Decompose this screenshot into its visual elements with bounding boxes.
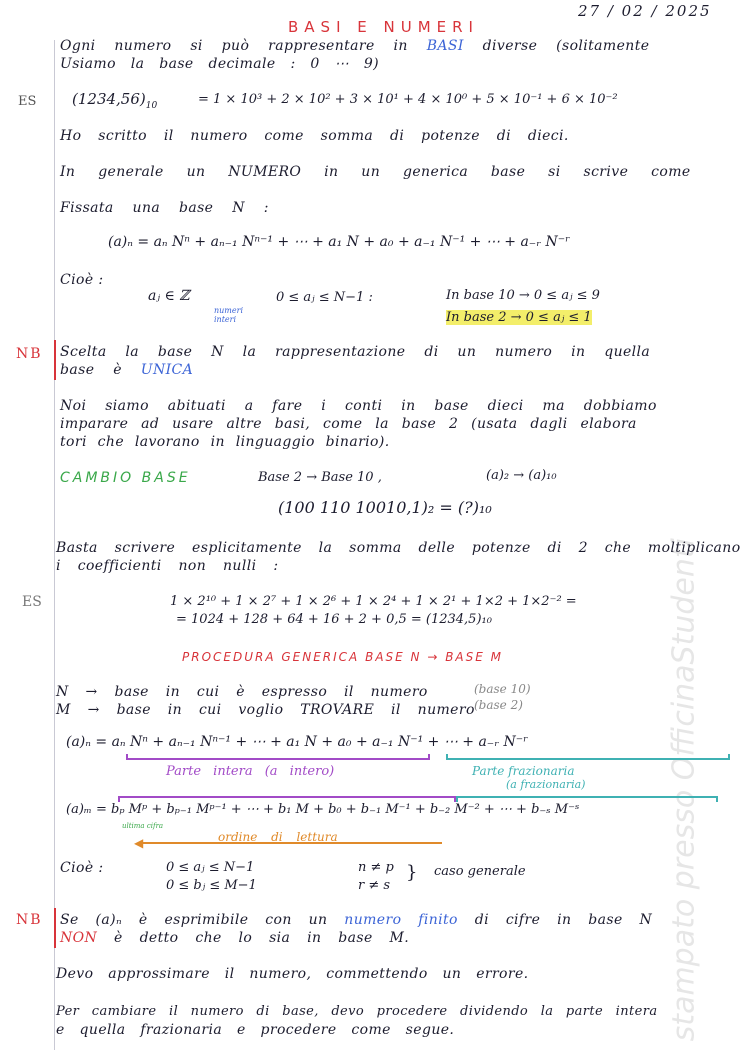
brace: } — [406, 862, 418, 883]
cambio-rule-2: (a)₂ → (a)₁₀ — [486, 468, 557, 483]
caso-generale: caso generale — [434, 864, 526, 879]
es1-explanation: Ho scritto il numero come somma di potenze di dieci. — [60, 128, 569, 144]
para-line-3: tori che lavorano in linguaggio binario). — [60, 434, 390, 450]
n-base-note: (base 10) — [474, 682, 531, 696]
case-base-10: In base 10 → 0 ≤ aⱼ ≤ 9 — [446, 288, 600, 303]
formula-base-m: (a)ₘ = bₚ Mᵖ + bₚ₋₁ Mᵖ⁻¹ + ⋯ + b₁ M + b₀ + b₋₁ M⁻¹ + b₋₂ M⁻² + ⋯ + b₋ₛ M⁻ˢ — [66, 802, 580, 817]
es2-line-2: = 1024 + 128 + 64 + 16 + 2 + 0,5 = (1234,5)₁₀ — [176, 612, 492, 627]
nb2-line-2: NON è detto che lo sia in base M. — [60, 930, 410, 946]
cambio-line-1: Basta scrivere esplicitamente la somma delle potenze di 2 che moltiplicano — [56, 540, 741, 556]
nb-label: NB — [16, 346, 43, 362]
m-base-line: M → base in cui voglio TROVARE il numero — [56, 702, 475, 718]
es-label: ES — [18, 94, 37, 109]
procedura-title: PROCEDURA GENERICA BASE N → BASE M — [182, 650, 504, 664]
intro-line-2: Usiamo la base decimale : 0 ⋯ 9) — [60, 56, 380, 72]
general-formula: (a)ₙ = aₙ Nⁿ + aₙ₋₁ Nⁿ⁻¹ + ⋯ + a₁ N + a₀ + a₋₁ N⁻¹ + ⋯ + a₋ᵣ N⁻ʳ — [108, 234, 570, 250]
range-bj: 0 ≤ bⱼ ≤ M−1 — [166, 878, 257, 893]
cioe-label: Cioè : — [60, 272, 104, 288]
parte-intera-bracket — [126, 754, 430, 760]
nb2-line-1: Se (a)ₙ è esprimibile con un numero finito di cifre in base N — [60, 912, 653, 928]
cambio-line-2: i coefficienti non nulli : — [56, 558, 279, 574]
case-base-2: In base 2 → 0 ≤ aⱼ ≤ 1 — [446, 310, 592, 325]
cioe-label: Cioè : — [60, 860, 104, 876]
page-margin-line — [54, 40, 55, 1050]
ultima-cifra-note: ultima cifra — [122, 822, 164, 830]
page-title: BASI E NUMERI — [288, 18, 479, 36]
page-date: 27 / 02 / 2025 — [578, 2, 712, 20]
numeri-interi-note: numeri interi — [214, 306, 244, 324]
condition-n-p: n ≠ p — [358, 860, 394, 875]
n-base-line: N → base in cui è espresso il numero — [56, 684, 428, 700]
intro-line-1: Ogni numero si può rappresentare in BASI diverse (solitamente — [60, 38, 650, 54]
nb1-line-1: Scelta la base N la rappresentazione di un numero in quella — [60, 344, 651, 360]
general-line-2: Fissata una base N : — [60, 200, 269, 216]
range-aj: 0 ≤ aⱼ ≤ N−1 — [166, 860, 255, 875]
es-label: ES — [22, 594, 42, 610]
watermark: stampato presso OfficinaStudenti — [666, 538, 701, 1042]
parte-frazionaria-bracket — [446, 754, 730, 760]
cambio-base-title: CAMBIO BASE — [60, 470, 191, 486]
es1-rhs: = 1 × 10³ + 2 × 10² + 3 × 10¹ + 4 × 10⁰ + 5 × 10⁻¹ + 6 × 10⁻² — [198, 92, 618, 107]
parte-frazionaria-sub: (a frazionaria) — [506, 778, 586, 791]
es1-lhs: $(1234,56)_{10}$ — [72, 90, 158, 111]
es2-line-1: 1 × 2¹⁰ + 1 × 2⁷ + 1 × 2⁶ + 1 × 2⁴ + 1 × 2¹ + 1×2 + 1×2⁻² = — [170, 594, 577, 609]
outro-line-3: e quella frazionaria e procedere come segue. — [56, 1022, 455, 1038]
aj-range: 0 ≤ aⱼ ≤ N−1 : — [276, 290, 373, 305]
nb-margin-mark — [54, 340, 56, 380]
nb-margin-mark — [54, 908, 56, 948]
para-line-2: imparare ad usare altre basi, come la base 2 (usata dagli elabora — [60, 416, 637, 432]
binary-number: (100 110 10010,1)₂ = (?)₁₀ — [278, 498, 492, 517]
para-line-1: Noi siamo abituati a fare i conti in base dieci ma dobbiamo — [60, 398, 657, 414]
general-line-1: In generale un NUMERO in un generica base si scrive come — [60, 164, 691, 180]
ordine-lettura-label: ordine di lettura — [218, 830, 338, 844]
parte-intera-label: Parte intera (a intero) — [166, 764, 335, 779]
formula-base-n: (a)ₙ = aₙ Nⁿ + aₙ₋₁ Nⁿ⁻¹ + ⋯ + a₁ N + a₀ + a₋₁ N⁻¹ + ⋯ + a₋ᵣ N⁻ʳ — [66, 734, 528, 750]
condition-r-s: r ≠ s — [358, 878, 391, 893]
cambio-rule: Base 2 → Base 10 , — [258, 470, 382, 485]
nb-label: NB — [16, 912, 43, 928]
ordine-arrow-head: ◀ — [134, 836, 144, 850]
outro-line-1: Devo approssimare il numero, commettendo un errore. — [56, 966, 529, 982]
parte-frazionaria-label: Parte frazionaria — [472, 764, 575, 778]
nb1-line-2: base è UNICA — [60, 362, 194, 378]
m-base-note: (base 2) — [474, 698, 523, 712]
outro-line-2: Per cambiare il numero di base, devo procedere dividendo la parte intera — [56, 1004, 658, 1019]
aj-in-z: aⱼ ∈ ℤ — [148, 288, 190, 304]
